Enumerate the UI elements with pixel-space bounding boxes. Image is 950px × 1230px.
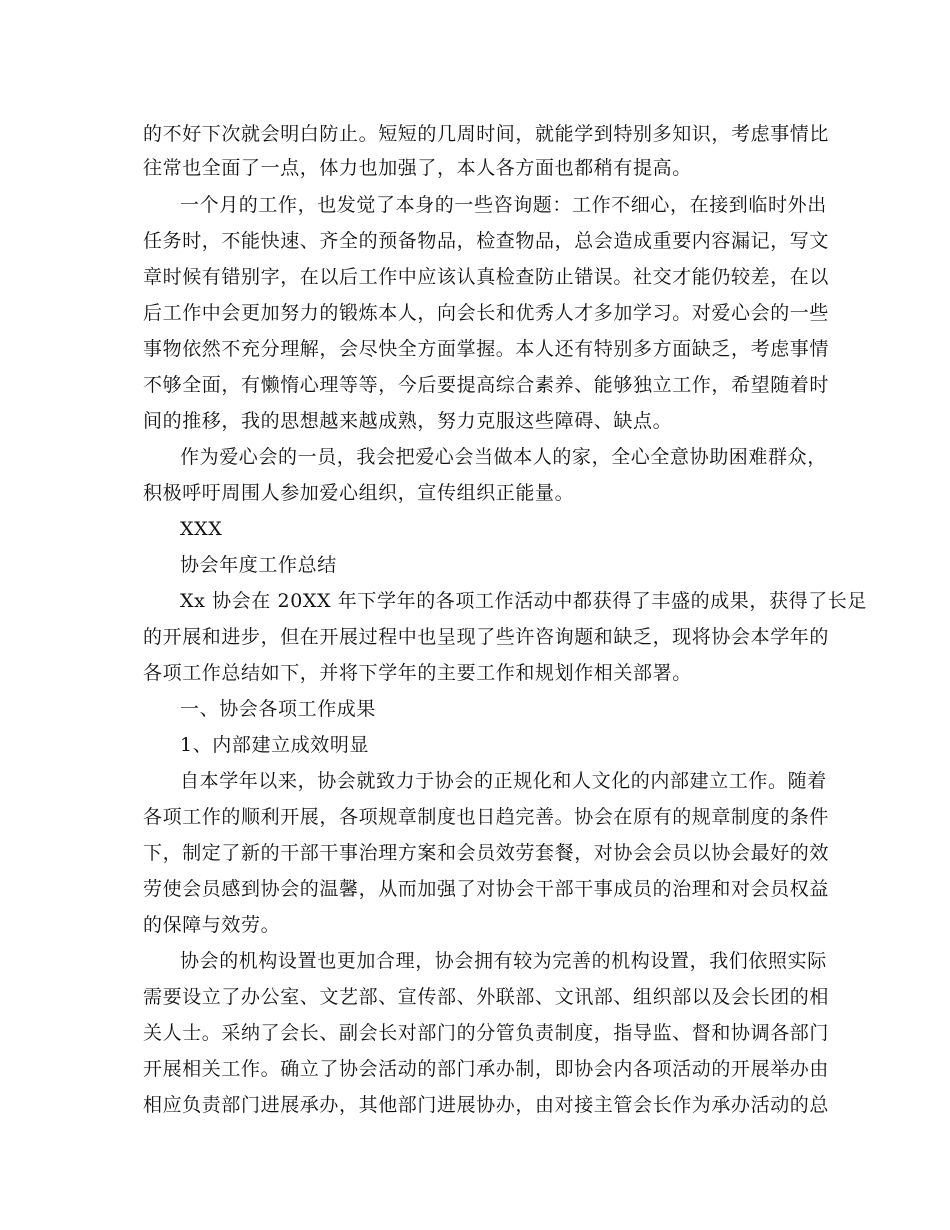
text-line: 下，制定了新的干部干事治理方案和会员效劳套餐，对协会会员以协会最好的效 xyxy=(143,842,830,864)
text-line: 往常也全面了一点，体力也加强了，本人各方面也都稍有提高。 xyxy=(143,157,692,179)
section-title: 协会年度工作总结 xyxy=(180,554,337,576)
text-line: 自本学年以来，协会就致力于协会的正规化和人文化的内部建立工作。随着 xyxy=(180,770,827,792)
text-line: 相应负责部门进展承办，其他部门进展协办，由对接主管会长作为承办活动的总 xyxy=(143,1094,830,1116)
text-line: 作为爱心会的一员，我会把爱心会当做本人的家，全心全意协助困难群众， xyxy=(180,446,827,468)
text-line: 劳使会员感到协会的温馨，从而加强了对协会干部干事成员的治理和对会员权益 xyxy=(143,878,830,900)
text-line: 关人士。采纳了会长、副会长对部门的分管负责制度，指导监、督和协调各部门 xyxy=(143,1022,830,1044)
text-line: Xx 协会在 20XX 年下学年的各项工作活动中都获得了丰盛的成果，获得了长足 xyxy=(180,590,867,612)
text-line: 各项工作总结如下，并将下学年的主要工作和规划作相关部署。 xyxy=(143,662,692,684)
text-line: 任务时，不能快速、齐全的预备物品，检查物品，总会造成重要内容漏记，写文 xyxy=(143,230,830,252)
text-line: 间的推移，我的思想越来越成熟，努力克服这些障碍、缺点。 xyxy=(143,410,673,432)
heading-level-2: 1、内部建立成效明显 xyxy=(180,734,370,756)
text-line: 章时候有错别字，在以后工作中应该认真检查防止错误。社交才能仍较差，在以 xyxy=(143,266,830,288)
text-line: 的不好下次就会明白防止。短短的几周时间，就能学到特别多知识，考虑事情比 xyxy=(143,123,830,145)
heading-level-1: 一、协会各项工作成果 xyxy=(180,698,377,720)
text-line: 各项工作的顺利开展，各项规章制度也日趋完善。协会在原有的规章制度的条件 xyxy=(143,806,830,828)
text-line: 积极呼吁周围人参加爱心组织，宣传组织正能量。 xyxy=(143,482,575,504)
text-line: 一个月的工作，也发觉了本身的一些咨询题：工作不细心，在接到临时外出 xyxy=(180,194,827,216)
text-line: 协会的机构设置也更加合理，协会拥有较为完善的机构设置，我们依照实际 xyxy=(180,950,827,972)
text-line: 不够全面，有懒惰心理等等，今后要提高综合素养、能够独立工作，希望随着时 xyxy=(143,374,830,396)
text-line: 后工作中会更加努力的锻炼本人，向会长和优秀人才多加学习。对爱心会的一些 xyxy=(143,302,830,324)
text-line: 的保障与效劳。 xyxy=(143,914,281,936)
signature-text: XXX xyxy=(180,518,223,540)
text-line: 开展相关工作。确立了协会活动的部门承办制，即协会内各项活动的开展举办由 xyxy=(143,1058,830,1080)
text-line: 的开展和进步，但在开展过程中也呈现了些许咨询题和缺乏，现将协会本学年的 xyxy=(143,626,830,648)
text-line: 需要设立了办公室、文艺部、宣传部、外联部、文讯部、组织部以及会长团的相 xyxy=(143,986,830,1008)
text-line: 事物依然不充分理解，会尽快全方面掌握。本人还有特别多方面缺乏，考虑事情 xyxy=(143,338,830,360)
